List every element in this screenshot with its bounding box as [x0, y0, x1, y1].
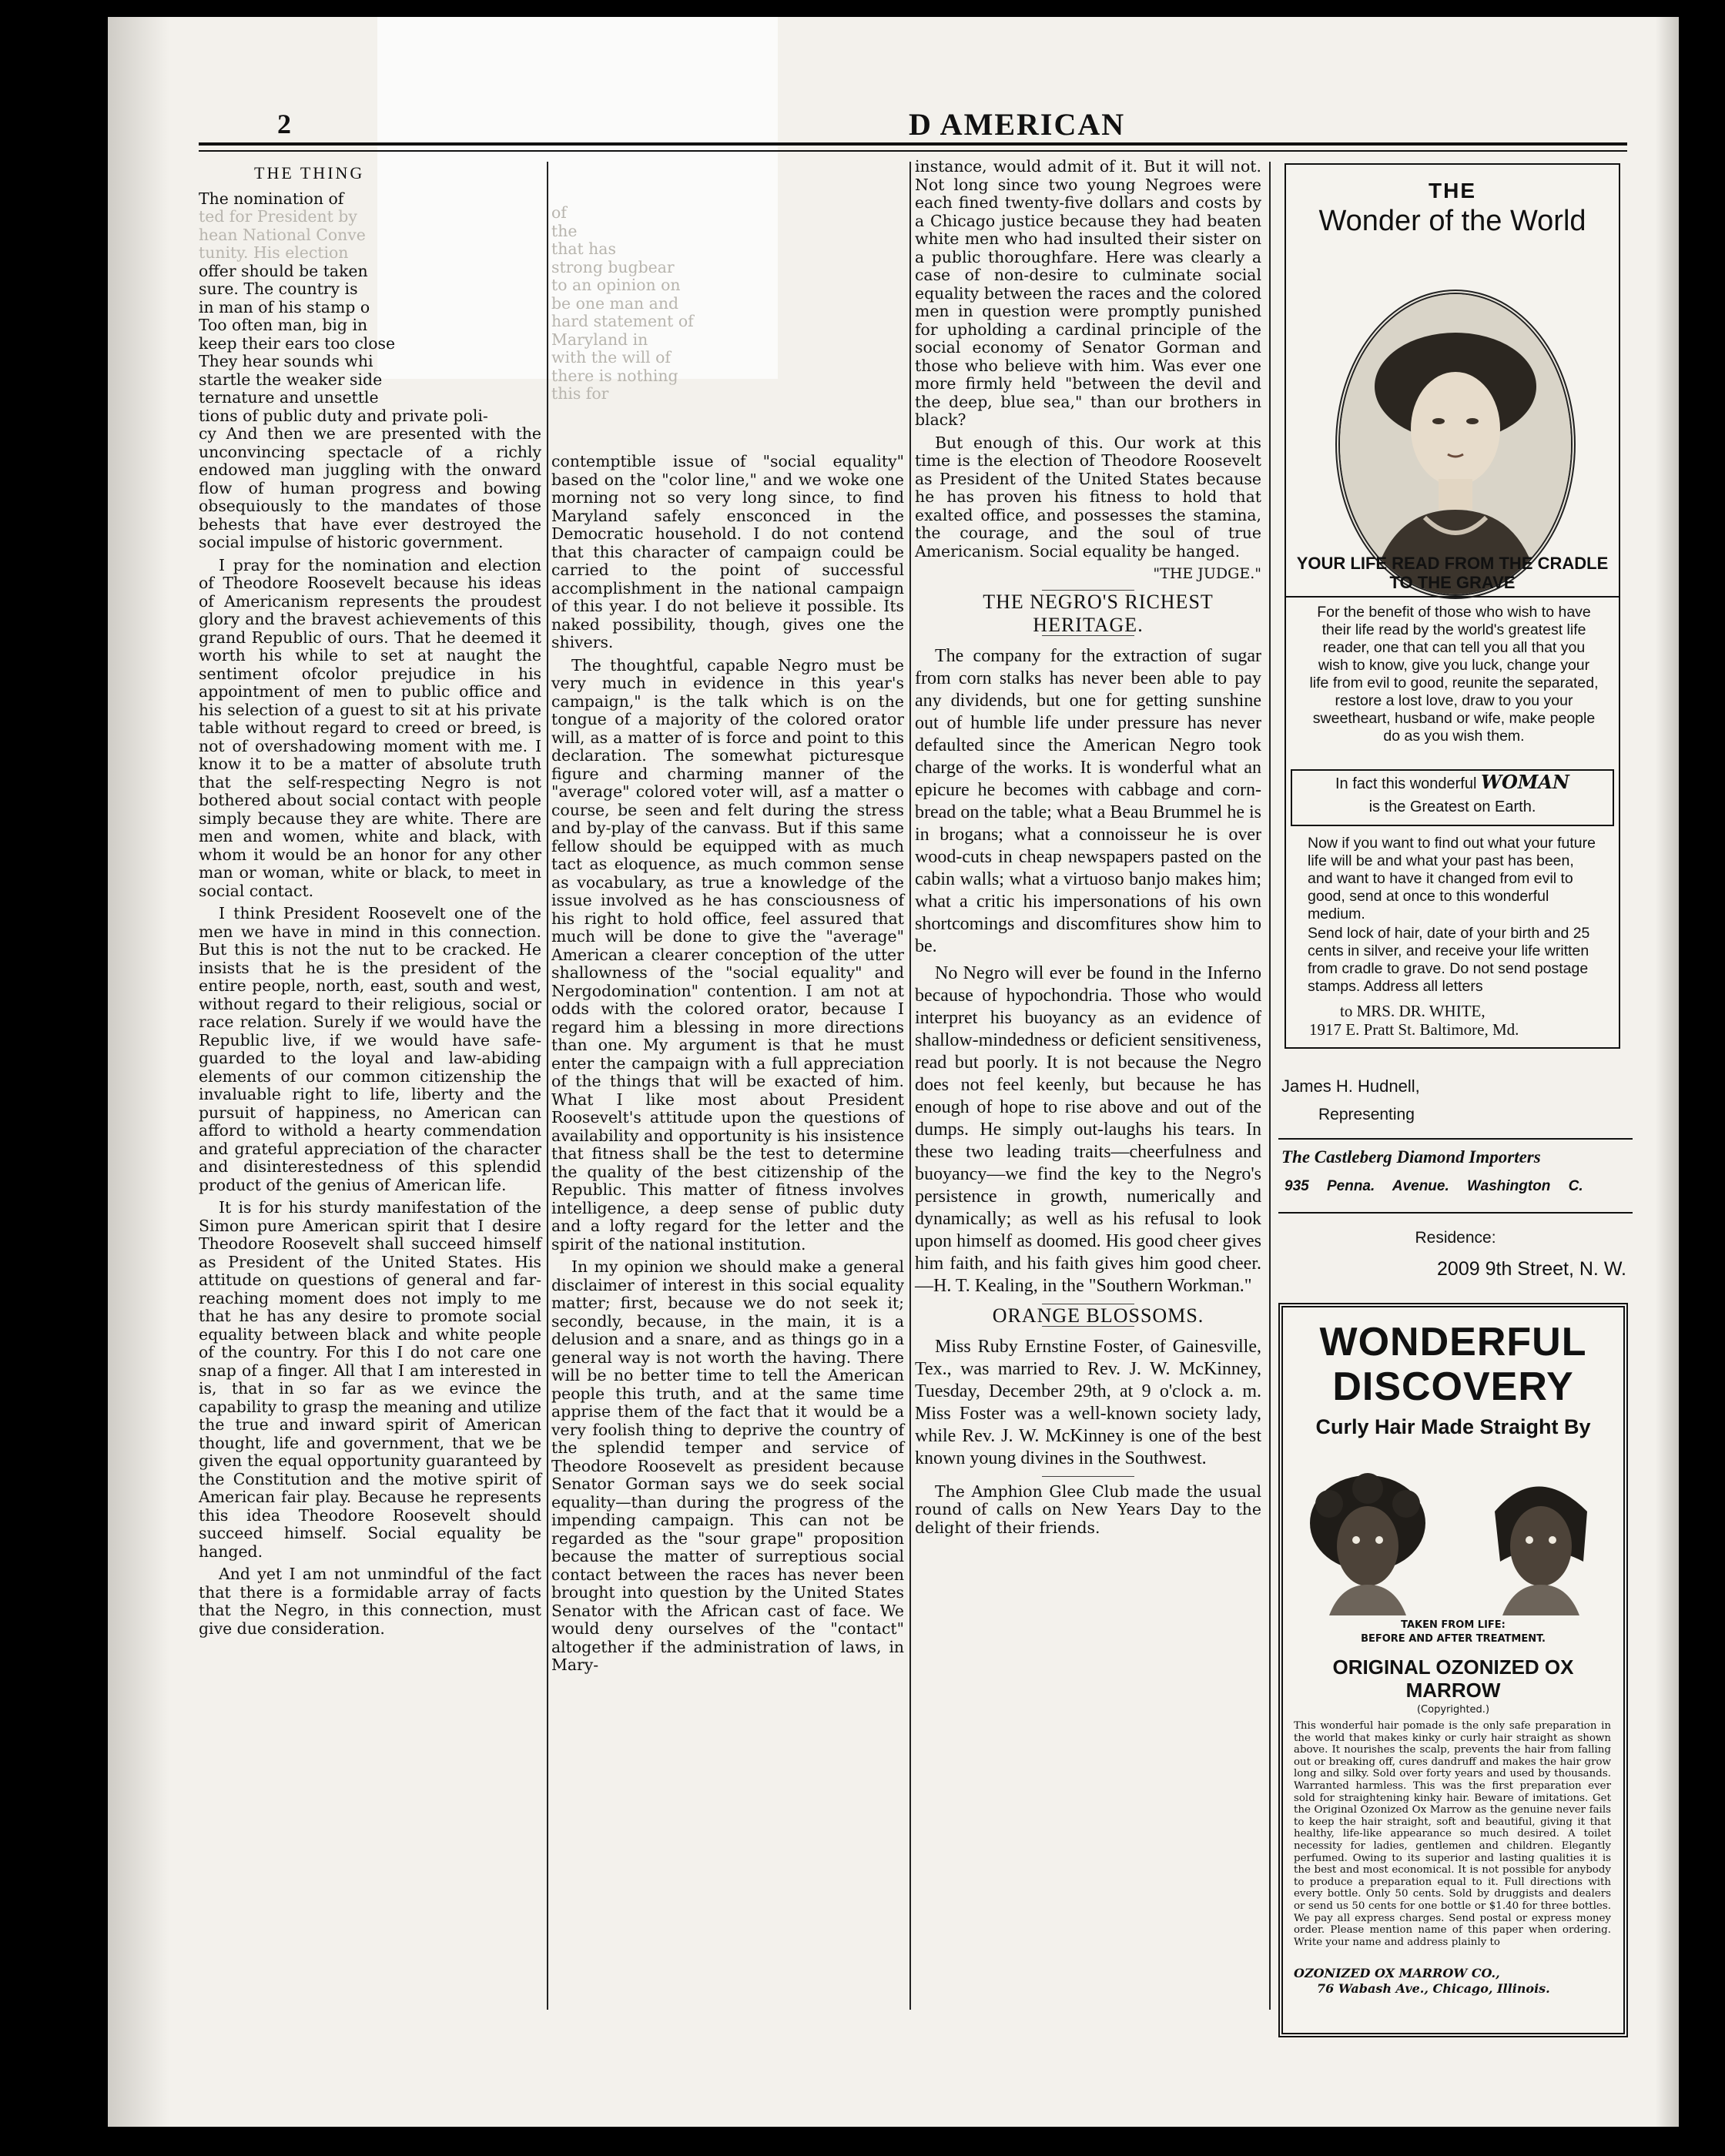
- faded-line: in man of his stamp o: [199, 297, 370, 316]
- divider: [1278, 1212, 1633, 1214]
- ox-marrow-ad: [1278, 1303, 1628, 2037]
- inset-emphasis: WOMAN: [1481, 771, 1569, 793]
- article-paragraph: And yet I am not unmindful of the fact that there is a formidable array of facts that the Negro, in this connection, must give due consideration.: [199, 1565, 541, 1638]
- faded-line: Too often man, big in: [199, 316, 368, 334]
- ad-address: 935 Penna. Avenue. Washington C.: [1285, 1178, 1583, 1194]
- before-after-heads-icon: [1298, 1469, 1608, 1615]
- article-paragraph: No Negro will ever be found in the Inferno because of hypochondria. Those who would interpret his buoyancy as an evidence of shallow-mindedness or deficient sensitiveness, read but poorly. It is not because the Negro does not feel keenly, but because he has enough of hope to rise above and out of the dumps. He simply out-laughs his tears. In these two leading traits—cheerfulness and buoyancy—we find the key to the Negro's persistence in growth, numerically and dynamically; as well as his refusal to look upon himself as doomed. His good cheer gives him faith, and his faith gives him good cheer.—H. T. Kealing, in the "Southern Workman.": [915, 962, 1261, 1296]
- divider: [1278, 1138, 1633, 1140]
- company-line: 76 Wabash Ave., Chicago, Illinois.: [1317, 1981, 1550, 1996]
- inset-line: [1292, 771, 1613, 795]
- article-paragraph: instance, would admit of it. But it will not. Not long since two young Negroes were each fined twenty-five dollars and costs by a Chicago justice because they had beaten white men who had insulted their sister on a public thoroughfare. Here was clearly a case of non-desire to culminate social equality between the races and the colored men in question were promptly punished for upholding a cardinal principle of the social economy of Senator Gorman and those who believe with him. Was ever one more firmly held "between the devil and the deep, blue sea," than our brothers in black?: [915, 157, 1261, 429]
- column-heading: THE THING: [254, 163, 365, 182]
- column-2: [551, 158, 904, 1679]
- page-number: 2: [277, 109, 291, 139]
- ad-address: 1917 E. Pratt St. Baltimore, Md.: [1309, 1020, 1519, 1039]
- masthead: D AMERICAN: [909, 107, 1126, 142]
- residence-label: Residence:: [1415, 1229, 1496, 1247]
- ad-company: [1294, 1966, 1611, 1997]
- article-paragraph: contemptible issue of "social equality" based on the "color line," and we woke one morning not so very long since, to find Maryland safely ensconced in the Democratic household. I do not contend that this character of campaign could be carried to the point of successful accomplishment in the national campaign of this year. I do not believe it possible. Its naked possibility, though, gives one the shivers.: [551, 452, 904, 651]
- company-line: OZONIZED OX MARROW CO.,: [1294, 1966, 1500, 1980]
- faded-line: keep their ears too close: [199, 333, 396, 353]
- faded-line: with the will of: [551, 348, 671, 367]
- article-paragraph: I pray for the nomination and election of Theodore Roosevelt because his ideas of Americanism represents the proudest glory and the bravest achievements of this grand Republic of ours. That he deemed it worth his while to set at naught the sentiment ofcolor prejudice in his appointment of men to public office and his selection of a guest to sit at his private table without regard to creed or breed, is not of overshadowing moment with me. I know it to be a matter of absolute truth that the self-respecting Negro is not bothered about social contact with people simply because they are white. There are men and women, white and black, with whom it would be an honor for any other man or woman, white or black, to meet in social contact.: [199, 555, 541, 900]
- page-shadow: [108, 17, 169, 2127]
- faded-line: tions of public duty and private poli-: [199, 406, 488, 425]
- faded-line: Maryland in: [551, 330, 648, 349]
- faded-line: there is nothing: [551, 366, 678, 385]
- faded-line: hard statement of: [551, 312, 694, 330]
- faded-line: this for: [551, 384, 609, 403]
- image-caption: BEFORE AND AFTER TREATMENT.: [1361, 1633, 1546, 1645]
- faded-line: ternature and unsettle: [199, 388, 379, 407]
- faded-line: sure. The country is: [199, 280, 358, 298]
- article-paragraph: In my opinion we should make a general disclaimer of interest in this social equality matter; first, because we do not seek it; secondly, because, in the main, it is a delusion and a snare, and as things go in a general way is not worth the having. There will be no better time to tell the American people this truth, and at the same time apprise them of the fact that it would be a very foolish thing to deprive the country of the splendid temper and service of Theodore Roosevelt as president because Senator Gorman says we do seek social equality—than during the progress of the impending campaign. This can not be regarded as the "sour grape" proposition because the matter of surreptious social contact between the races has never been brought into question by the United States Senator with the African cast of face. We would deny ourselves of the "contact" altogether if the administration of laws, in Mary-: [551, 1257, 904, 1674]
- column-divider: [909, 162, 911, 2010]
- portrait-illustration-icon: [1340, 294, 1571, 594]
- signature: "THE JUDGE.": [1153, 565, 1261, 582]
- faded-line: They hear sounds whi: [199, 352, 373, 370]
- ad-paragraph: Send lock of hair, date of your birth and 25 cents in silver, and receive your life written from cradle to grave. Do not send postage stamps. Address all letters: [1308, 925, 1590, 995]
- column-divider: [547, 162, 548, 2010]
- column-1: [199, 158, 541, 1642]
- faded-line: startle the weaker side: [199, 370, 383, 389]
- article-paragraph: Miss Ruby Ernstine Foster, of Gainesville, Tex., was married to Rev. J. W. McKinney, Tuesday, December 29th, at 9 o'clock a. m. Miss Foster was a well-known society lady, while Rev. J. W. McKinney is one of the best known young divines in the Southwest.: [915, 1336, 1261, 1468]
- copyright-note: (Copyrighted.): [1416, 1704, 1490, 1716]
- faded-line: offer should be taken: [199, 261, 368, 280]
- faded-line: be one man and: [551, 293, 679, 313]
- ad-subheading: Curly Hair Made Straight By: [1315, 1415, 1591, 1438]
- faded-line: of: [551, 203, 567, 222]
- ad-company: The Castleberg Diamond Importers: [1281, 1147, 1541, 1167]
- column-divider: [1269, 162, 1271, 2010]
- ad-name: James H. Hudnell,: [1281, 1076, 1420, 1096]
- faded-line: tunity. His election: [199, 243, 349, 262]
- faded-line: that has: [551, 239, 616, 258]
- article-paragraph: But enough of this. Our work at this time is the election of Theodore Roosevelt as President of the United States because he has proven his fitness to hold that exalted office, and possesses the stamina, the courage, and the soul of true Americanism. Social equality be hanged.: [915, 433, 1261, 561]
- divider: [1042, 1476, 1134, 1477]
- header-rule-thin: [199, 150, 1627, 152]
- inset-text: In fact this wonderful: [1335, 775, 1477, 792]
- faded-line: The nomination of: [199, 189, 344, 208]
- ad-title-small: THE: [1429, 179, 1476, 203]
- inset-line: is the Greatest on Earth.: [1368, 798, 1536, 815]
- woman-portrait-image: [1335, 290, 1576, 599]
- article-paragraph: The company for the extraction of sugar from corn stalks has never been able to pay any dividends, but one for getting sunshine out of humble life under pressure has never defaulted since the American Negro took charge of the works. It is wonderful what an epicure he becomes with cabbage and corn-bread on the table; what a Beau Brummel he is in brogans; what a connoisseur he is over wood-cuts in cheap newspapers pasted on the cabin walls; what a virtuoso banjo makes him; what a critic his impersonations of his own shortcomings and discomfitures show him to be.: [915, 645, 1261, 956]
- headline: THE NEGRO'S RICHEST HERITAGE.: [983, 590, 1214, 636]
- faded-line: the: [551, 221, 578, 240]
- ad-headline: WONDERFUL DISCOVERY: [1319, 1320, 1587, 1409]
- product-name: ORIGINAL OZONIZED OX MARROW: [1332, 1656, 1574, 1702]
- faded-line: strong bugbear: [551, 257, 675, 276]
- divider: [1286, 596, 1619, 598]
- ad-paragraph: Now if you want to find out what your future life will be and what your past has been, and want to have it changed from evil to good, send at once to this wonderful medium.: [1308, 835, 1596, 922]
- article-paragraph: It is for his sturdy manifestation of the Simon pure American spirit that I desire Theodore Roosevelt shall succeed himself as President of the United States. His attitude on questions of general and far-reaching moment does not imply to me that he has any desire to promote social equality between black and white people of the country. For this I do not care one snap of a finger. All that I am interested in is, that in so far as we evince the capability to grasp the meaning and utilize the true and inward spirit of American thought, life and government, that we be given the equal opportunity guaranteed by the Constitution and the motive spirit of American fair play. Because he represents this idea Theodore Roosevelt should succeed himself. Social equality be hanged.: [199, 1198, 541, 1561]
- article-paragraph: The Amphion Glee Club made the usual round of calls on New Years Day to the delight of their friends.: [915, 1481, 1261, 1537]
- headline: ORANGE BLOSSOMS.: [992, 1304, 1204, 1327]
- ad-fine-print: This wonderful hair pomade is the only safe preparation in the world that makes kinky or curly hair straight as shown above. It nourishes the scalp, prevents the hair from falling out or breaking off, cures dandruff and makes the hair grow long and silky. Sold over forty years and used by thousands. Warranted harmless. This was the first preparation ever sold for straightening kinky hair. Beware of imitations. Get the Original Ozonized Ox Marrow as the genuine never fails to keep the hair straight, soft and beautiful, giving it that healthy, life-like appearance so much desired. A toilet necessity for ladies, gentlemen and children. Elegantly perfumed. Owing to its superior and lasting qualities it is the best and most economical. It is not possible for anybody to produce a preparation equal to it. Full directions with every bottle. Only 50 cents. Sold by druggists and dealers or send us 50 cents for one bottle or $1.40 for three bottles. We pay all express charges. Send postal or express money order. Please mention name of this paper when ordering. Write your name and address plainly to: [1294, 1720, 1611, 1948]
- hudnell-ad: [1278, 1076, 1633, 1281]
- ad-address: to MRS. DR. WHITE,: [1340, 1002, 1486, 1020]
- faded-line: ted for President by: [199, 207, 357, 226]
- article-paragraph: The thoughtful, capable Negro must be very much in evidence in this year's campaign," is the talk which is on the tongue of a majority of the colored orator will, as a matter of is force and point to this declaration. The somewhat picturesque figure and charming manner of the "average" colored voter will, asf a matter o course, be seen and felt during the stress and by-play of the canvass. But if this same fellow should be equipped with as much tact as eloquence, as much common sense as vocabulary, as true a knowledge of the issue involved as he has consciousness of his right to hold office, feel assured that much will be done to give the "average" American a clearer conception of the utter shallowness of the "social equality" and Nergodomination" contention. I am not at odds with the colored orator, because I regard him a blessing in more directions than one. My argument is that he must enter the campaign with a full appreciation of the things that will be exacted of him. What I like most about President Roosevelt's attitude upon the questions of availability and opportunity is his insistence that fitness shall be the test to determine the quality of the best citizenship of the Republic. This matter of fitness involves intelligence, a deep sense of public duty and a lofty regard for the letter and the spirit of the national institution.: [551, 655, 904, 1254]
- image-caption: TAKEN FROM LIFE:: [1401, 1619, 1506, 1631]
- faded-text-block: [199, 190, 541, 426]
- residence-address: 2009 9th Street, N. W.: [1437, 1258, 1626, 1280]
- ad-inset-box: [1291, 769, 1614, 826]
- ad-subheading: YOUR LIFE READ FROM THE CRADLE TO THE GRAVE: [1296, 554, 1609, 592]
- header-rule: [199, 142, 1627, 146]
- ad-paragraph: For the benefit of those who wish to have their life read by the world's greatest life reader, one that can tell you all that you wish to know, give you luck, change your life from evil to good, reunite the separated, restore a lost love, draw to you your sweetheart, husband or wife, make people do as you wish them.: [1309, 604, 1599, 745]
- page-edge: [1656, 17, 1679, 2127]
- ad-representing: Representing: [1318, 1106, 1415, 1123]
- ad-title: Wonder of the World: [1318, 205, 1586, 237]
- article-paragraph: cy And then we are presented with the unconvincing spectacle of a richly endowed man juggling with the onward flow of human progress and bowing obsequiously to the mandates of those behests that have ever destroyed the social impulse of historic government.: [199, 424, 541, 551]
- column-3: [915, 158, 1261, 1542]
- faded-line: hean National Conve: [199, 225, 366, 244]
- wonder-of-the-world-ad: [1285, 163, 1620, 1049]
- faded-line: to an opinion on: [551, 276, 681, 294]
- article-paragraph: I think President Roosevelt one of the men we have in mind in this connection. But this is not the nut to be cracked. He insists that he is the president of the entire people, north, east, south and west, without regard to their religious, social or race relation. Surely if we would have the Republic live, if we would have safe-guarded to the loyal and law-abiding elements of our common citizenship the invaluable right to life, liberty and the pursuit of happiness, no American can afford to withold a hearty commendation and grateful appreciation of the character and disinterestedness of this splendid product of the genius of American life.: [199, 904, 541, 1194]
- faded-text-block: [551, 158, 904, 453]
